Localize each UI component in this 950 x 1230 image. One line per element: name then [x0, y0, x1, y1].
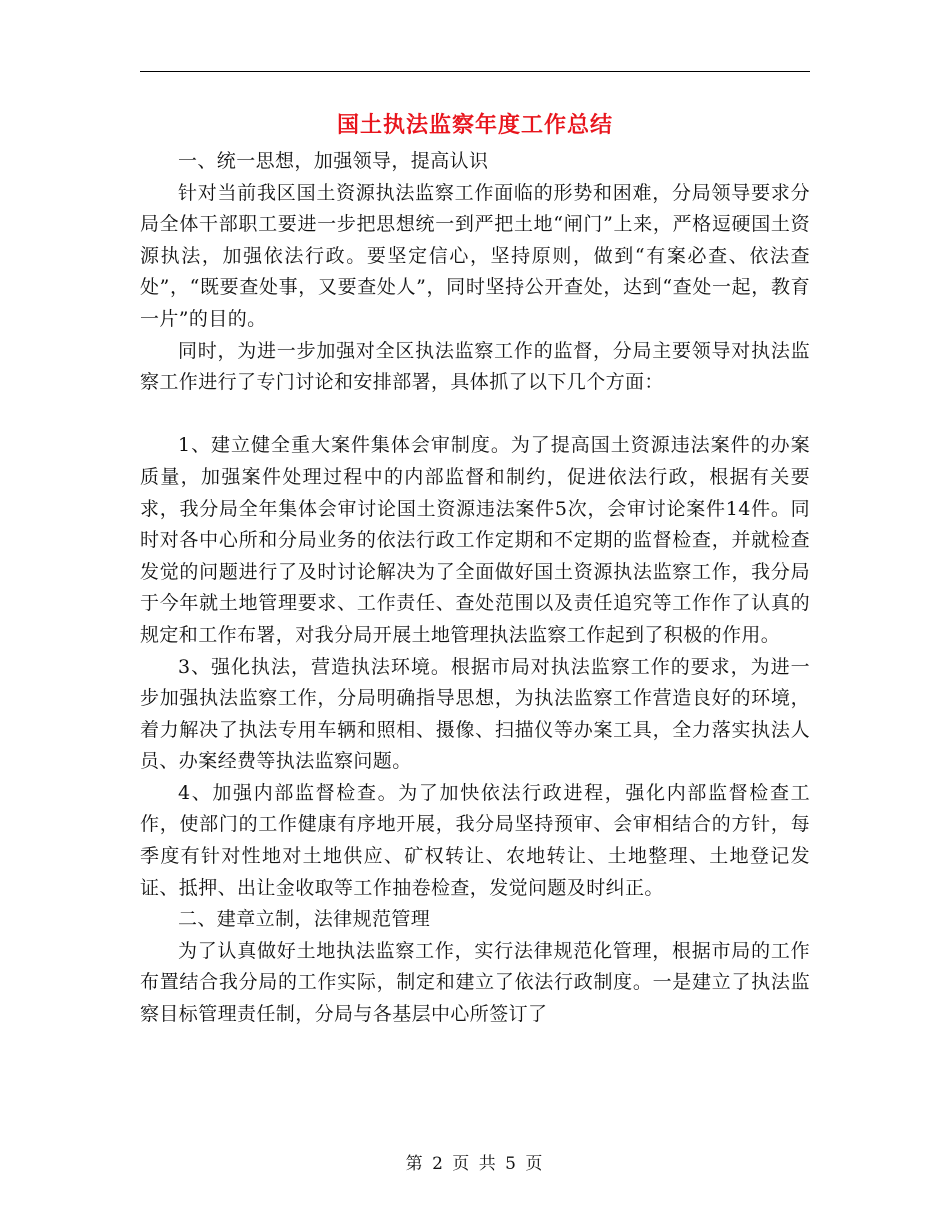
- section-heading-2: 二、建章立制，法律规范管理: [178, 908, 431, 931]
- header-rule: [140, 71, 810, 72]
- document-body: [140, 146, 810, 1031]
- document-title: 国土执法监察年度工作总结: [336, 112, 613, 138]
- paragraph: 为了认真做好土地执法监察工作，实行法律规范化管理，根据市局的工作布置结合我分局的工作实际，制定和建立了依法行政制度。一是建立了执法监察目标管理责任制，分局与各基层中心所签订了: [140, 939, 810, 1026]
- section-heading-1: 一、统一思想，加强领导，提高认识: [178, 150, 489, 172]
- page-number: 第 2 页 共 5 页: [405, 1154, 545, 1174]
- paragraph: 针对当前我区国土资源执法监察工作面临的形势和困难，分局领导要求分局全体干部职工要进一步把思想统一到严把土地“闸门”上来，严格逗硬国土资源执法，加强依法行政。要坚定信心，坚持原则，做到“有案必查、依法查处”，“既要查处事，又要查处人”，同时坚持公开查处，达到“查处一起，教育一片”的目的。: [140, 181, 810, 330]
- blank-line: [140, 399, 810, 431]
- paragraph: 1、建立健全重大案件集体会审制度。为了提高国土资源违法案件的办案质量，加强案件处理过程中的内部监督和制约，促进依法行政，根据有关要求，我分局全年集体会审讨论国土资源违法案件5次，会审讨论案件14件。同时对各中心所和分局业务的依法行政工作定期和不定期的监督检查，并就检查发觉的问题进行了及时讨论解决为了全面做好国土资源执法监察工作，我分局于今年就土地管理要求、工作责任、查处范围以及责任追究等工作作了认真的规定和工作布署，对我分局开展土地管理执法监察工作起到了积极的作用。: [140, 434, 810, 646]
- paragraph: 3、强化执法，营造执法环境。根据市局对执法监察工作的要求，为进一步加强执法监察工作，分局明确指导思想，为执法监察工作营造良好的环境，着力解决了执法专用车辆和照相、摄像、扫描仪等办案工具，全力落实执法人员、办案经费等执法监察问题。: [140, 655, 810, 773]
- paragraph: 4、加强内部监督检查。为了加快依法行政进程，强化内部监督检查工作，使部门的工作健康有序地开展，我分局坚持预审、会审相结合的方针，每季度有针对性地对土地供应、矿权转让、农地转让、土地整理、土地登记发证、抵押、出让金收取等工作抽卷检查，发觉问题及时纠正。: [140, 781, 810, 899]
- paragraph: 同时，为进一步加强对全区执法监察工作的监督，分局主要领导对执法监察工作进行了专门讨论和安排部署，具体抓了以下几个方面：: [140, 339, 810, 394]
